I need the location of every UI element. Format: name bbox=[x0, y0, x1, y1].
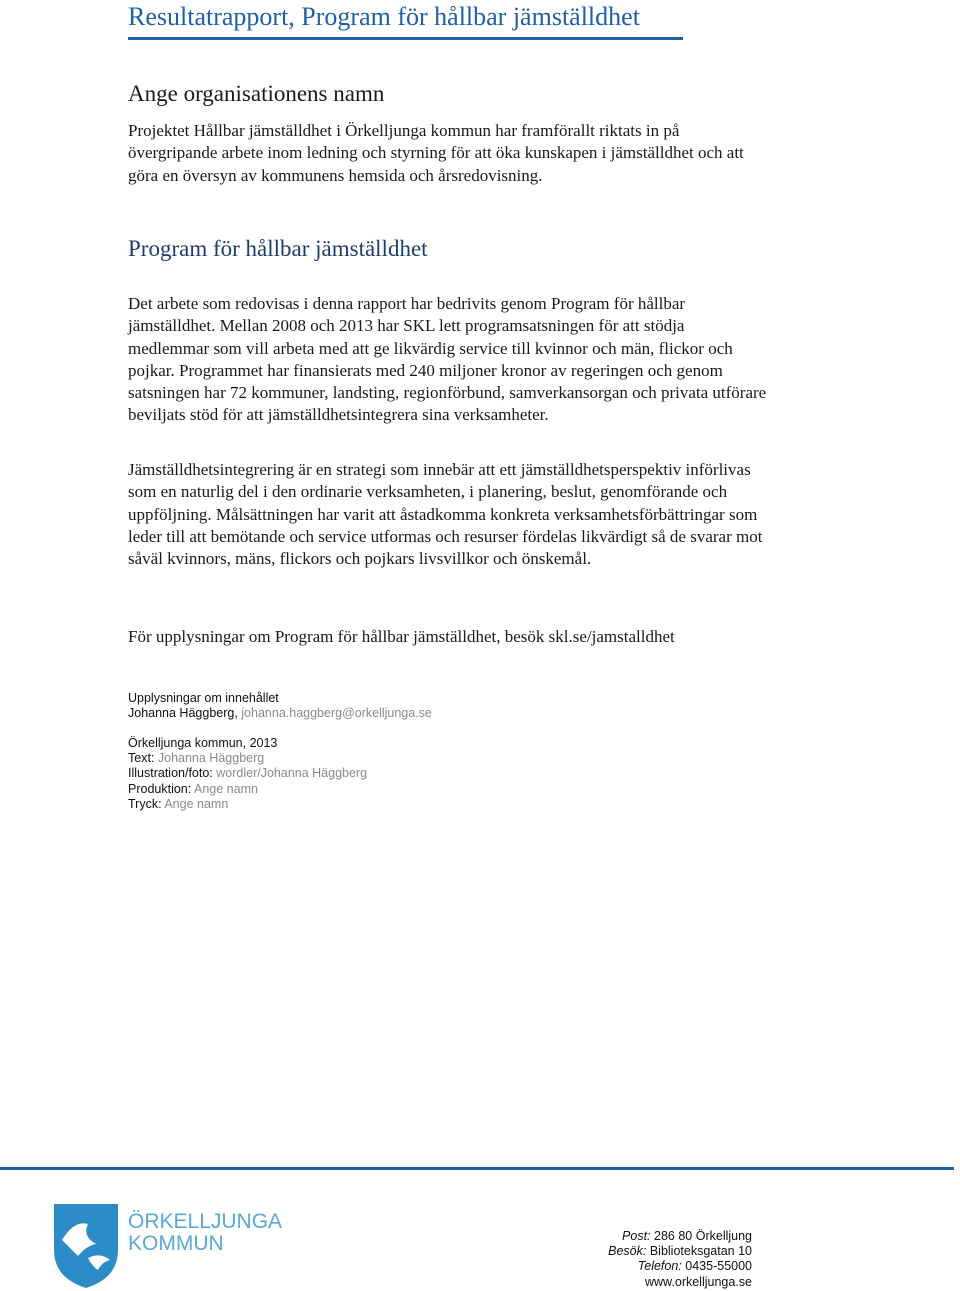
contact-person-line bbox=[128, 706, 432, 721]
credits-block bbox=[128, 736, 367, 812]
title-underline bbox=[128, 37, 683, 40]
credit-print-value: Ange namn bbox=[164, 796, 229, 811]
credit-illustration-value: wordler/Johanna Häggberg bbox=[216, 766, 368, 781]
logo-line-2: KOMMUN bbox=[128, 1232, 224, 1255]
credit-production-label: Produktion: bbox=[128, 781, 195, 796]
post-label: Post: bbox=[622, 1229, 651, 1243]
post-line bbox=[608, 1229, 752, 1244]
credit-text-value: Johanna Häggberg bbox=[157, 751, 265, 766]
organisation-heading: Ange organisationens namn bbox=[128, 81, 385, 106]
visit-value: Biblioteksgatan 10 bbox=[646, 1244, 752, 1259]
program-paragraph-1: Det arbete som redovisas i denna rapport har bedrivits genom Program för hållbar jämställdhet. Mellan 2008 och 2013 har SKL lett programsatsningen för att stödja medlemmar som vill arbeta med att ge likvärdig service till kvinnor och män, flickor och pojkar. Programmet har finansierats med 240 miljoner kronor av regeringen och genom satsningen har 72 kommuner, landsting, regionförbund, samverkansorgan och privata utförare beviljats stöd för att jämställdhetsintegrera sina verksamheter. bbox=[128, 294, 767, 425]
program-paragraph-2: Jämställdhetsintegrering är en strategi som innebär att ett jämställdhetsperspektiv införlivas som en naturlig del i den ordinarie verksamheten, i planering, beslut, genomförande och uppföljning. Målsättningen har varit att åstadkomma konkreta verksamhetsförbättringar som leder till att bemötande och service utformas och resurser fördelas likvärdigt så de svarar mot såväl kvinnors, mäns, flickors och pojkars livsvillkor och önskemål. bbox=[128, 460, 763, 569]
visit-line bbox=[608, 1244, 752, 1259]
document-title: Resultatrapport, Program för hållbar jämställdhet bbox=[128, 2, 640, 31]
contact-email-link[interactable]: johanna.haggberg@orkelljunga.se bbox=[241, 706, 432, 721]
program-heading: Program för hållbar jämställdhet bbox=[128, 236, 428, 261]
credit-print-label: Tryck: bbox=[128, 796, 165, 811]
org-year: Örkelljunga kommun, 2013 bbox=[128, 736, 278, 750]
credit-print-line bbox=[128, 797, 367, 812]
credit-text-label: Text: bbox=[128, 751, 158, 766]
credit-production-line bbox=[128, 782, 367, 797]
website-link[interactable]: www.orkelljunga.se bbox=[645, 1274, 752, 1289]
visit-label: Besök: bbox=[608, 1244, 647, 1259]
post-value: 286 80 Örkelljung bbox=[650, 1229, 752, 1243]
orkelljunga-kommun-logo bbox=[52, 1200, 282, 1290]
phone-value: 0435-55000 bbox=[681, 1259, 752, 1274]
content-info-block bbox=[128, 691, 432, 721]
phone-label: Telefon: bbox=[637, 1259, 682, 1274]
contact-person-name: Johanna Häggberg, bbox=[128, 706, 242, 721]
credit-illustration-line bbox=[128, 766, 367, 781]
program-paragraph-3: För upplysningar om Program för hållbar jämställdhet, besök skl.se/jamstalldhet bbox=[128, 627, 675, 646]
organisation-paragraph: Projektet Hållbar jämställdhet i Örkelljunga kommun har framförallt riktats in på övergripande arbete inom ledning och styrning för att öka kunskapen i jämställdhet och att göra en översyn av kommunens hemsida och årsredovisning. bbox=[128, 121, 744, 185]
content-info-heading: Upplysningar om innehållet bbox=[128, 691, 279, 705]
credit-production-value: Ange namn bbox=[194, 781, 258, 796]
credit-text-line bbox=[128, 751, 367, 766]
contact-block bbox=[608, 1229, 752, 1290]
footer-rule bbox=[0, 1167, 954, 1170]
logo-line-1: ÖRKELLJUNGA bbox=[128, 1210, 282, 1233]
phone-line bbox=[608, 1259, 752, 1274]
credit-illustration-label: Illustration/foto: bbox=[128, 766, 217, 781]
